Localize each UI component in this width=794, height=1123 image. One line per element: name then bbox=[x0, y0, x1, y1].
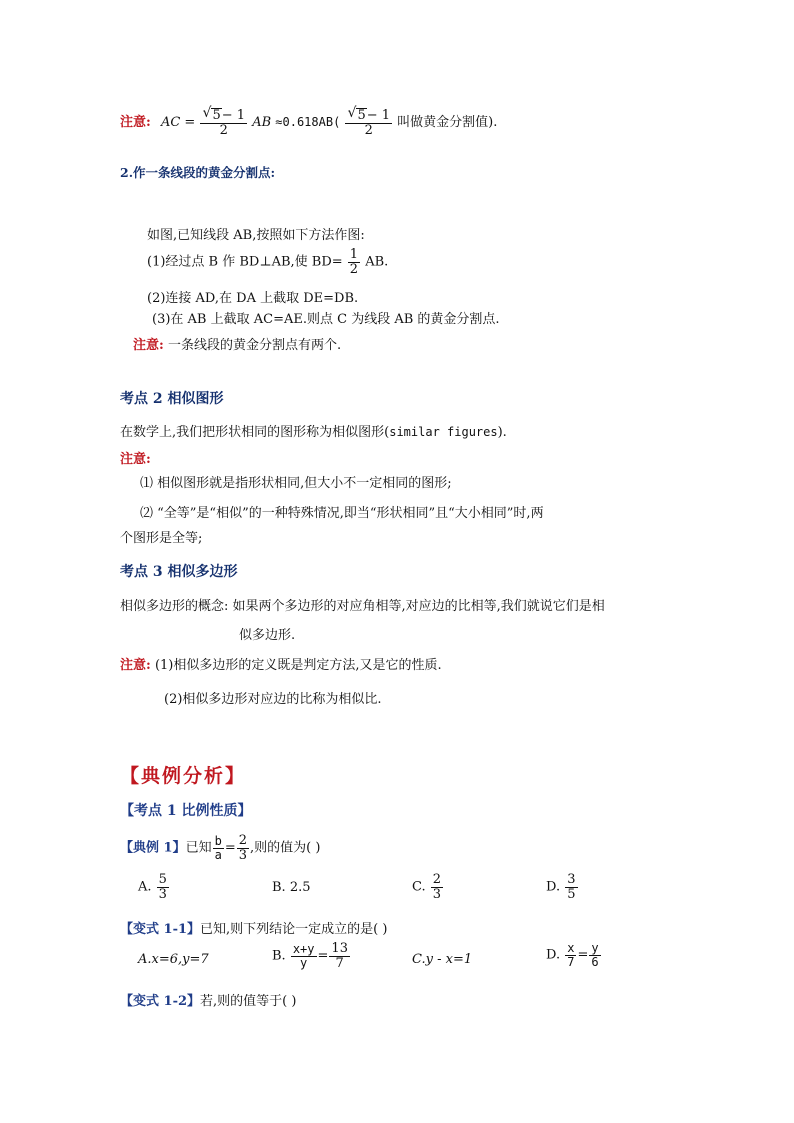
golden-fraction-2: √ 5− 1 2 bbox=[347, 105, 391, 138]
kaodian2-definition: 在数学上,我们把形状相同的图形称为相似图形(similar figures). bbox=[120, 425, 507, 440]
note-label: 注意: bbox=[133, 338, 164, 353]
construction-step2: (2)连接 AD,在 DA 上截取 DE=DB. bbox=[147, 291, 359, 306]
variant12-label: 【变式 1-2】 bbox=[120, 994, 201, 1009]
ab-text: AB bbox=[252, 115, 272, 131]
kaodian2-note-label: 注意: bbox=[120, 452, 151, 467]
variant11-option-a[interactable]: A.x=6,y=7 bbox=[138, 952, 209, 967]
example1-option-b[interactable]: B. 2.5 bbox=[272, 880, 311, 895]
variant11-option-d[interactable]: D. $\frac{x}{7}$ = $\frac{y}{6}$ bbox=[546, 941, 599, 969]
example1-question: 【典例 1】已知 $\frac{b}{a}$ = $\frac{2}{3}$ ,则的值为( ) bbox=[120, 833, 321, 863]
variant11-option-b[interactable]: B. $\frac{x+y}{y}$ = $\frac{13}{7}$ bbox=[272, 941, 348, 971]
kaodian3-notes: 注意: (1)相似多边形的定义既是判定方法,又是它的性质. bbox=[120, 658, 442, 673]
variant12-question: 【变式 1-2】若,则的值等于( ) bbox=[120, 994, 297, 1009]
kaodian2-note1: ⑴ 相似图形就是指形状相同,但大小不一定相同的图形; bbox=[140, 476, 452, 491]
kaodian3-title: 考点 3 相似多边形 bbox=[120, 564, 238, 580]
note-label: 注意: bbox=[120, 115, 151, 131]
kaodian3-note2: (2)相似多边形对应边的比称为相似比. bbox=[164, 692, 382, 707]
kaodian2-note2-cont: 个图形是全等; bbox=[120, 531, 203, 546]
two-thirds-fraction: $\frac{2}{3}$ bbox=[238, 833, 248, 863]
golden-fraction: √ 5− 1 2 bbox=[202, 105, 246, 138]
kaodian2-title: 考点 2 相似图形 bbox=[120, 391, 224, 407]
b-over-a-fraction: $\frac{b}{a}$ bbox=[214, 834, 222, 862]
example1-label: 【典例 1】 bbox=[120, 840, 186, 856]
example1-option-d[interactable]: D. $\frac{3}{5}$ bbox=[546, 872, 576, 902]
construction-intro: 如图,已知线段 AB,按照如下方法作图: bbox=[147, 228, 365, 243]
approx-text: ≈0.618AB( bbox=[275, 115, 341, 130]
construction-note: 注意: 一条线段的黄金分割点有两个. bbox=[133, 338, 342, 353]
construction-step1: (1)经过点 B 作 BD⊥AB,使 BD= $\frac{1}{2}$ AB. bbox=[147, 247, 389, 277]
kaodian1-heading: 【考点 1 比例性质】 bbox=[120, 803, 252, 819]
example1-option-a[interactable]: A. $\frac{5}{3}$ bbox=[138, 872, 167, 902]
section2-title: 2.作一条线段的黄金分割点: bbox=[120, 165, 276, 180]
golden-tail: 叫做黄金分割值). bbox=[397, 115, 498, 131]
kaodian3-definition: 相似多边形的概念: 如果两个多边形的对应角相等,对应边的比相等,我们就说它们是相 bbox=[120, 599, 605, 614]
variant11-label: 【变式 1-1】 bbox=[120, 922, 201, 937]
variant11-option-c[interactable]: C.y - x=1 bbox=[412, 952, 473, 967]
half-fraction: $\frac{1}{2}$ bbox=[349, 247, 359, 277]
construction-step3: (3)在 AB 上截取 AC=AE.则点 C 为线段 AB 的黄金分割点. bbox=[152, 312, 500, 327]
kaodian2-note2: ⑵ “全等”是“相似”的一种特殊情况,即当“形状相同”且“大小相同”时,两 bbox=[140, 506, 544, 521]
ac-prefix: AC = bbox=[160, 115, 196, 131]
kaodian3-definition-cont: 似多边形. bbox=[239, 628, 296, 643]
example-heading: 【典例分析】 bbox=[120, 765, 247, 787]
example1-option-c[interactable]: C. $\frac{2}{3}$ bbox=[412, 872, 442, 902]
note-label: 注意: bbox=[120, 658, 151, 673]
golden-ratio-note bbox=[120, 105, 498, 138]
variant11-question: 【变式 1-1】已知,则下列结论一定成立的是( ) bbox=[120, 922, 388, 937]
